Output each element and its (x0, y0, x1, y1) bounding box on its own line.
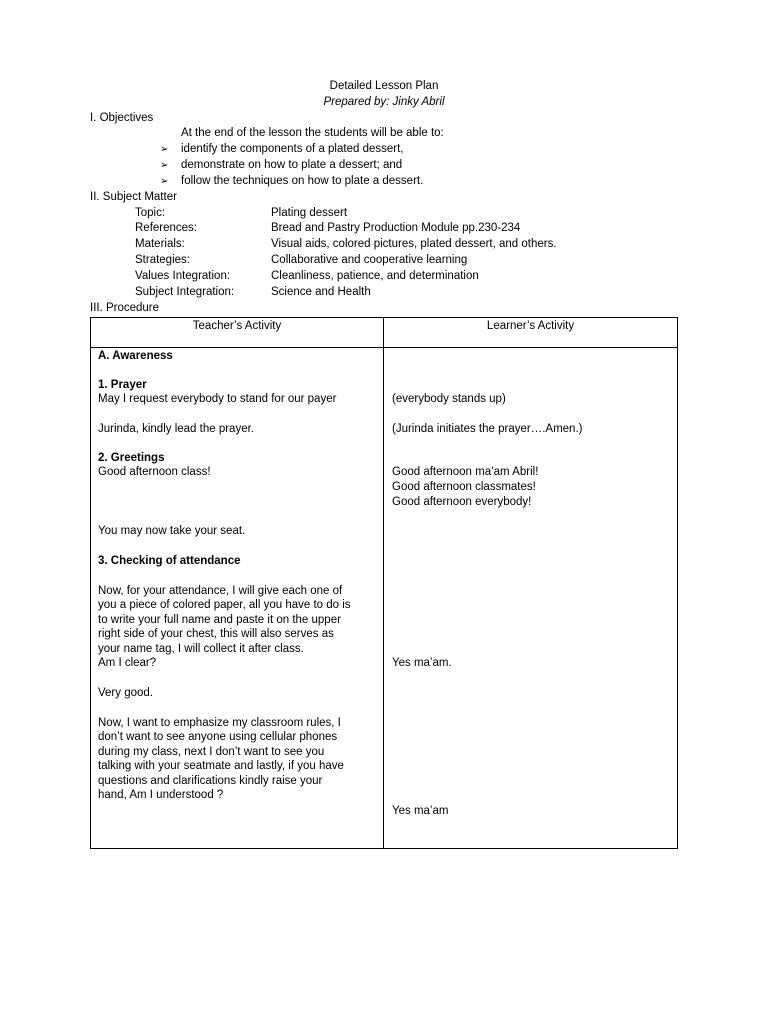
greetings-heading: 2. Greetings (98, 452, 165, 464)
objective-text: demonstrate on how to plate a dessert; and (181, 159, 403, 171)
prayer-request: May I request everybody to stand for our payer (98, 393, 337, 405)
learner-greeting-line: Good afternoon ma’am Abril! (392, 466, 539, 478)
rules-line: questions and clarifications kindly raise your (98, 775, 323, 787)
learner-yes-2: Yes ma’am (392, 805, 449, 817)
arrow-bullet-icon: ➢ (160, 160, 169, 171)
attendance-line: Now, for your attendance, I will give each one of (98, 585, 343, 597)
subject-integration-label: Subject Integration: (135, 286, 235, 298)
document-title: Detailed Lesson Plan (329, 80, 439, 92)
learner-stands: (everybody stands up) (392, 393, 506, 405)
greetings-text: Good afternoon class! (98, 466, 211, 478)
attendance-line: right side of your chest, this will also serves as (98, 628, 334, 640)
learner-activity-header: Learner’s Activity (384, 318, 678, 348)
rules-line: during my class, next I don’t want to see you (98, 746, 325, 758)
rules-line: talking with your seatmate and lastly, if you have (98, 760, 344, 772)
learner-activity-cell (384, 348, 678, 849)
references-label: References: (135, 222, 198, 234)
learner-yes-1: Yes ma’am. (392, 657, 452, 669)
references-value: Bread and Pastry Production Module pp.230-234 (271, 222, 521, 234)
very-good-text: Very good. (98, 687, 153, 699)
values-integration-value: Cleanliness, patience, and determination (271, 270, 479, 282)
prayer-heading: 1. Prayer (98, 379, 147, 391)
objective-text: follow the techniques on how to plate a dessert. (181, 175, 424, 187)
strategies-value: Collaborative and cooperative learning (271, 254, 468, 266)
learner-prayer: (Jurinda initiates the prayer….Amen.) (392, 423, 583, 435)
awareness-heading: A. Awareness (98, 350, 173, 362)
table-header-row (91, 318, 678, 348)
attendance-heading: 3. Checking of attendance (98, 555, 241, 567)
table-row (91, 348, 678, 849)
learner-greeting-line: Good afternoon everybody! (392, 496, 532, 508)
attendance-line: to write your full name and paste it on the upper (98, 614, 341, 626)
rules-line: hand, Am I understood ? (98, 789, 224, 801)
attendance-line: your name tag, I will collect it after class. (98, 643, 304, 655)
take-seat-text: You may now take your seat. (98, 525, 246, 537)
arrow-bullet-icon: ➢ (160, 144, 169, 155)
strategies-label: Strategies: (135, 254, 190, 266)
teacher-activity-header: Teacher’s Activity (91, 318, 384, 348)
rules-line: Now, I want to emphasize my classroom rules, I (98, 717, 341, 729)
arrow-bullet-icon: ➢ (160, 176, 169, 187)
objectives-intro: At the end of the lesson the students will be able to: (181, 127, 444, 139)
materials-value: Visual aids, colored pictures, plated dessert, and others. (271, 238, 557, 250)
topic-value: Plating dessert (271, 207, 348, 219)
procedure-heading: III. Procedure (90, 302, 160, 314)
procedure-table (90, 317, 678, 849)
teacher-activity-cell (91, 348, 384, 849)
prepared-by: Prepared by: Jinky Abril (323, 96, 445, 108)
materials-label: Materials: (135, 238, 185, 250)
learner-greeting-line: Good afternoon classmates! (392, 481, 536, 493)
subject-matter-heading: II. Subject Matter (90, 191, 177, 203)
attendance-line: Am I clear? (98, 657, 157, 669)
subject-integration-value: Science and Health (271, 286, 371, 298)
attendance-line: you a piece of colored paper, all you have to do is (98, 599, 351, 611)
prayer-lead: Jurinda, kindly lead the prayer. (98, 423, 254, 435)
rules-line: don’t want to see anyone using cellular phones (98, 731, 338, 743)
objectives-heading: I. Objectives (90, 112, 154, 124)
objective-text: identify the components of a plated dessert, (181, 143, 404, 155)
topic-label: Topic: (135, 207, 166, 219)
values-integration-label: Values Integration: (135, 270, 231, 282)
